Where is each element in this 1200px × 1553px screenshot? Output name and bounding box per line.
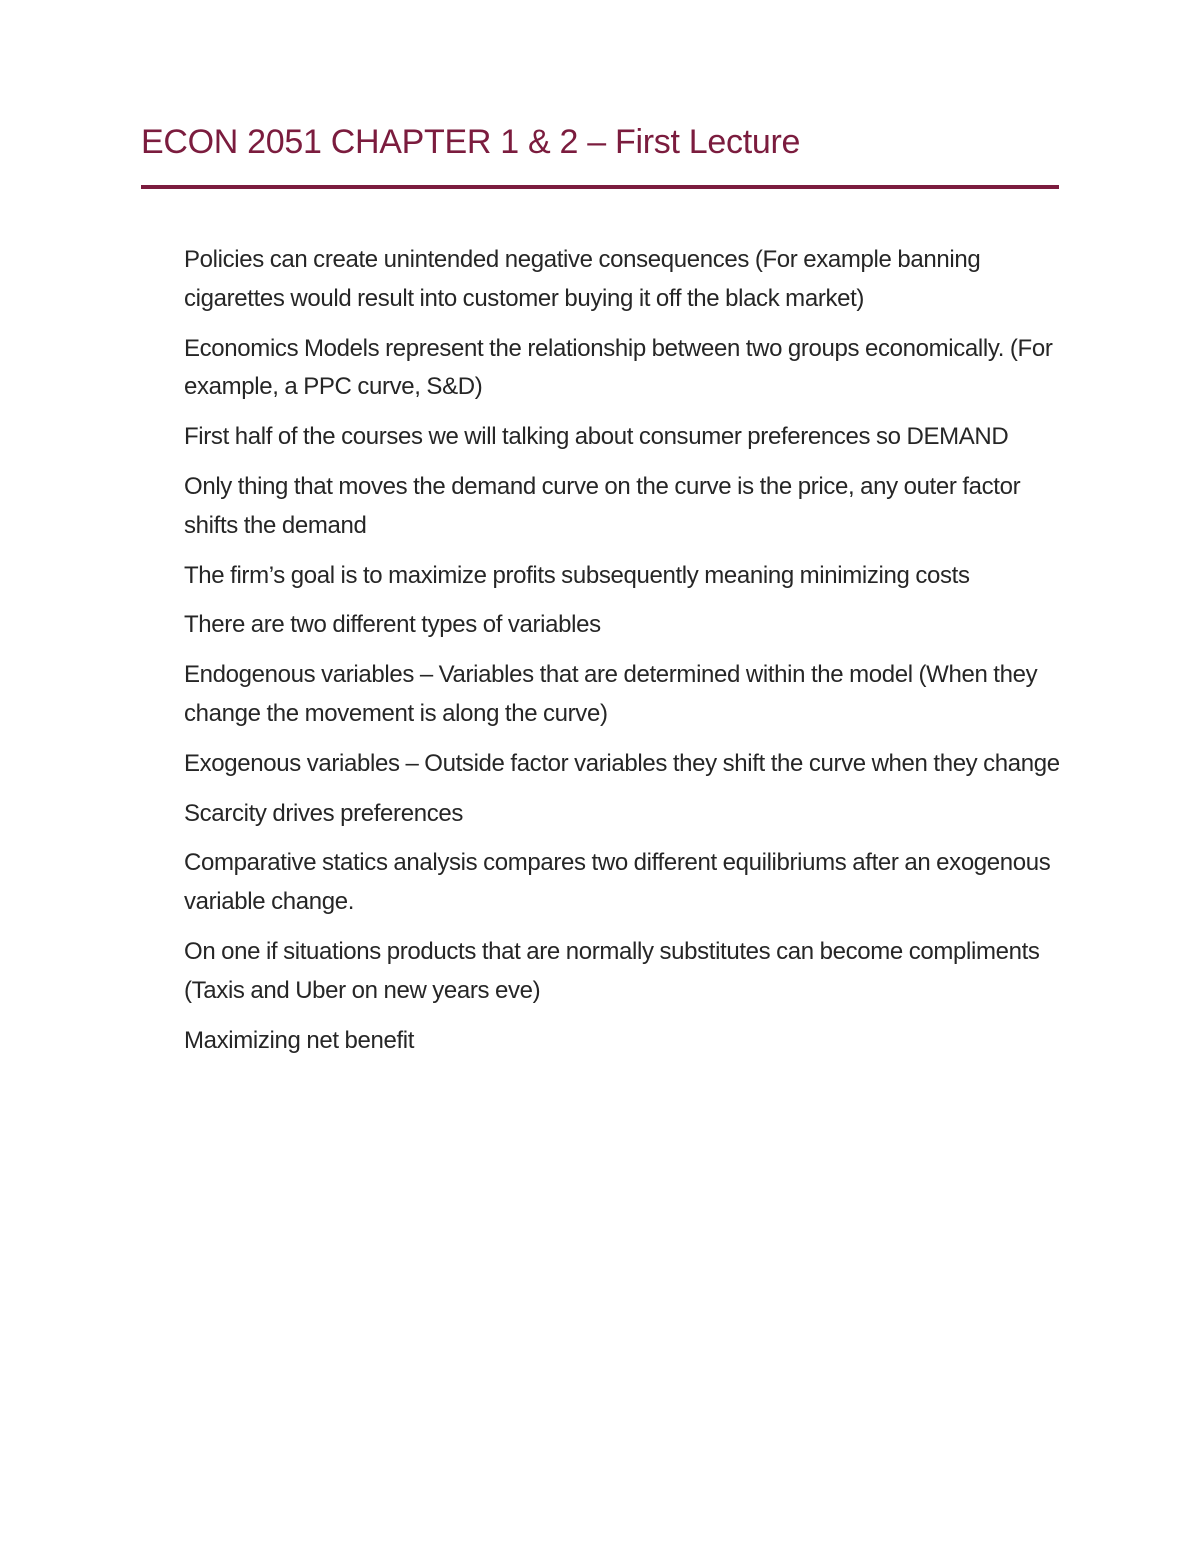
list-item: Only thing that moves the demand curve on the curve is the price, any outer factor shifts the demand <box>184 472 1021 539</box>
list-item: Policies can create unintended negative consequences (For example banning cigarettes would result into customer buying it off the black market) <box>184 246 981 312</box>
list-item: On one if situations products that are normally substitutes can become compliments (Taxis and Uber on new years eve) <box>184 937 1040 1004</box>
list-item: Exogenous variables – Outside factor variables they shift the curve when they change <box>184 749 1060 777</box>
lecture-notes-list <box>184 241 1064 1071</box>
title-underline <box>141 185 1059 189</box>
page-title: ECON 2051 CHAPTER 1 & 2 – First Lecture <box>141 123 801 161</box>
list-item: Comparative statics analysis compares two different equilibriums after an exogenous variable change. <box>184 849 1051 916</box>
list-item: Endogenous variables – Variables that are determined within the model (When they change the movement is along the curve) <box>184 661 1038 727</box>
list-item: Maximizing net benefit <box>184 1026 415 1054</box>
list-item: Scarcity drives preferences <box>184 799 463 827</box>
list-item: There are two different types of variables <box>184 611 601 639</box>
list-item: First half of the courses we will talking about consumer preferences so DEMAND <box>184 423 1009 451</box>
list-item: The firm’s goal is to maximize profits subsequently meaning minimizing costs <box>184 561 970 589</box>
list-item: Economics Models represent the relationship between two groups economically. (For example, a PPC curve, S&D) <box>184 334 1053 401</box>
